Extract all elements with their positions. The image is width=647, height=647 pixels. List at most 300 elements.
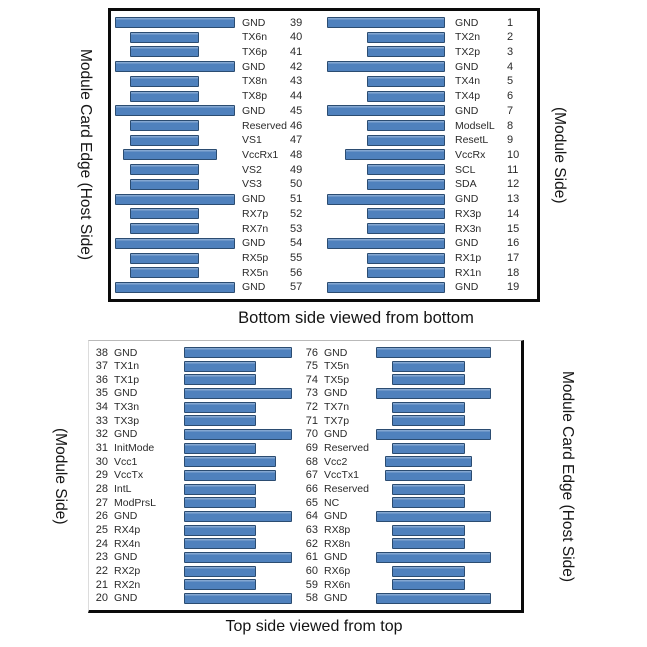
pin-bar (327, 238, 445, 249)
pin-number: 53 (290, 222, 303, 235)
pin-row (115, 281, 311, 294)
pin-bar-area (376, 593, 491, 604)
pin-bar (130, 267, 199, 278)
pin-label: GND (324, 428, 348, 441)
pin-row (304, 551, 520, 564)
pin-label: GND (114, 510, 138, 523)
pin-label: GND (114, 592, 138, 605)
pin-row (327, 60, 527, 73)
pin-row (304, 428, 520, 441)
pin-number: 3 (507, 45, 514, 58)
pin-bar-area (115, 253, 235, 264)
pin-bar-area (327, 105, 445, 116)
pin-number: 57 (290, 281, 303, 294)
pin-number: 34 (95, 401, 108, 414)
pin-label: GND (242, 237, 266, 250)
pin-label: GND (324, 551, 348, 564)
pin-row (94, 346, 294, 359)
pin-row (115, 119, 311, 132)
pin-bar (367, 164, 445, 175)
pin-number: 31 (95, 442, 108, 455)
pin-bar-area (376, 566, 465, 577)
pin-bar (392, 566, 465, 577)
pin-number: 20 (95, 592, 108, 605)
pin-label: GND (114, 387, 138, 400)
pin-bar-area (184, 538, 256, 549)
pin-bar-area (376, 415, 465, 426)
pin-label: GND (455, 60, 479, 73)
pin-bar (367, 120, 445, 131)
pin-number: 58 (305, 592, 318, 605)
pin-bar-area (115, 223, 235, 234)
pin-number: 37 (95, 360, 108, 373)
pin-number: 24 (95, 537, 108, 550)
pin-number: 28 (95, 483, 108, 496)
pin-number: 30 (95, 455, 108, 468)
pin-row (327, 148, 527, 161)
pin-row (327, 75, 527, 88)
pin-bar-area (327, 223, 445, 234)
pin-row (115, 104, 311, 117)
pin-row (115, 16, 311, 29)
pin-label: TX3n (114, 401, 140, 414)
pin-number: 48 (290, 148, 303, 161)
pin-number: 2 (507, 31, 514, 44)
pin-bar (184, 552, 292, 563)
pin-label: RX6n (324, 578, 351, 591)
pin-bar (392, 402, 465, 413)
pin-number: 12 (507, 178, 520, 191)
pin-bar-area (376, 347, 491, 358)
pin-row (94, 565, 294, 578)
pin-bar-area (376, 525, 465, 536)
pin-bar-area (376, 552, 491, 563)
pin-number: 13 (507, 193, 520, 206)
pin-bar (392, 525, 465, 536)
pin-bar-area (115, 17, 235, 28)
pin-bar (184, 497, 256, 508)
pin-bar-area (327, 120, 445, 131)
pin-bar (392, 579, 465, 590)
pin-label: NC (324, 496, 340, 509)
pin-bar-area (184, 443, 256, 454)
pin-row (327, 31, 527, 44)
pin-bar-area (184, 484, 256, 495)
pin-number: 76 (305, 346, 318, 359)
pin-label: RX6p (324, 565, 351, 577)
pin-row (304, 578, 520, 591)
pin-number: 55 (290, 252, 303, 264)
pin-bar-area (115, 76, 235, 87)
pin-bar (392, 497, 465, 508)
pin-bar-area (115, 105, 235, 116)
pin-bar (123, 149, 217, 160)
pin-bar (392, 538, 465, 549)
pin-bar-area (327, 91, 445, 102)
pin-label: TX2p (455, 45, 481, 58)
pin-number: 5 (507, 75, 514, 88)
pin-label: GND (455, 281, 479, 294)
pin-row (94, 537, 294, 550)
pin-bar (327, 282, 445, 293)
pin-number: 60 (305, 565, 318, 577)
pin-bar-area (376, 456, 472, 467)
pin-label: GND (455, 104, 479, 117)
pin-bar (184, 525, 256, 536)
pin-row (304, 360, 520, 373)
pin-label: GND (324, 592, 348, 605)
pin-label: GND (242, 104, 266, 117)
pin-number: 14 (507, 207, 520, 220)
pin-row (115, 252, 311, 265)
pin-bar-area (184, 470, 276, 481)
pin-row (304, 592, 520, 605)
pin-bar-area (184, 511, 292, 522)
pin-bar-area (376, 361, 465, 372)
pin-bar (130, 32, 199, 43)
pin-row (115, 266, 311, 279)
pin-bar (367, 253, 445, 264)
pin-number: 26 (95, 510, 108, 523)
pin-bar (184, 470, 276, 481)
pin-number: 32 (95, 428, 108, 441)
pin-label: RX1p (455, 252, 482, 264)
pin-bar-area (115, 61, 235, 72)
pin-bar-area (184, 429, 292, 440)
pin-label: TX1p (114, 373, 140, 386)
pin-row (327, 134, 527, 147)
pin-number: 18 (507, 266, 520, 279)
pin-bar (367, 46, 445, 57)
pin-number: 1 (507, 16, 514, 29)
pin-label: ModPrsL (114, 496, 157, 509)
pin-bar-area (376, 511, 491, 522)
pin-bar-area (327, 17, 445, 28)
pin-row (327, 163, 527, 176)
pin-number: 50 (290, 178, 303, 191)
pin-number: 21 (95, 578, 108, 591)
pin-bar-area (327, 46, 445, 57)
pin-label: Reserved (324, 483, 369, 496)
side-label-module-side-bottom: (Module Side) (52, 428, 69, 525)
pin-row (327, 281, 527, 294)
pin-number: 7 (507, 104, 514, 117)
pin-bar-area (115, 32, 235, 43)
pin-label: GND (455, 16, 479, 29)
pin-number: 52 (290, 207, 303, 220)
pin-number: 41 (290, 45, 303, 58)
pin-number: 36 (95, 373, 108, 386)
pin-bar-area (115, 120, 235, 131)
pin-row (115, 134, 311, 147)
pin-row (327, 193, 527, 206)
pin-bar-area (184, 347, 292, 358)
pin-bar-area (327, 76, 445, 87)
pin-label: TX5p (324, 373, 350, 386)
pin-number: 59 (305, 578, 318, 591)
pin-row (304, 524, 520, 537)
pin-row (304, 469, 520, 482)
pin-row (115, 90, 311, 103)
pin-row (115, 237, 311, 250)
pin-row (304, 387, 520, 400)
pin-row (94, 387, 294, 400)
pin-row (304, 455, 520, 468)
pin-label: TX4p (455, 90, 481, 103)
pin-bar (130, 164, 199, 175)
pin-label: VS2 (242, 163, 262, 176)
pin-bar (327, 17, 445, 28)
top-side-pin-panel (88, 340, 524, 613)
pin-bar-area (115, 282, 235, 293)
pin-label: VccTx (114, 469, 144, 482)
pin-number: 8 (507, 119, 514, 132)
pin-bar (367, 76, 445, 87)
pin-number: 29 (95, 469, 108, 482)
pin-bar (376, 511, 491, 522)
pin-bar (392, 374, 465, 385)
pin-bar-area (115, 267, 235, 278)
pin-number: 47 (290, 134, 303, 147)
pin-bar (184, 429, 292, 440)
pin-bar (367, 135, 445, 146)
pin-number: 19 (507, 281, 520, 294)
pin-row (327, 90, 527, 103)
pin-label: RX7n (242, 222, 269, 235)
pin-row (304, 346, 520, 359)
pin-number: 54 (290, 237, 303, 250)
pin-bar (376, 552, 491, 563)
pin-label: TX6p (242, 45, 268, 58)
pin-bar-area (327, 194, 445, 205)
pin-row (94, 428, 294, 441)
pin-number: 27 (95, 496, 108, 509)
pin-bar-area (184, 388, 292, 399)
pin-row (94, 551, 294, 564)
pin-label: RX1n (455, 266, 482, 279)
pin-row (327, 266, 527, 279)
pin-label: RX5p (242, 252, 269, 264)
pin-row (94, 592, 294, 605)
pin-bar (184, 374, 256, 385)
pin-label: TX6n (242, 31, 268, 44)
pin-number: 46 (290, 119, 303, 132)
pin-label: TX1n (114, 360, 140, 373)
pin-row (327, 119, 527, 132)
pin-number: 9 (507, 134, 514, 147)
pin-number: 15 (507, 222, 520, 235)
pin-bar-area (327, 135, 445, 146)
pin-bar (367, 267, 445, 278)
pin-bar (376, 429, 491, 440)
pin-row (94, 442, 294, 455)
pin-label: GND (242, 16, 266, 29)
pin-number: 75 (305, 360, 318, 373)
pin-number: 69 (305, 442, 318, 455)
pin-bar-area (327, 267, 445, 278)
pin-row (94, 483, 294, 496)
pin-bar-area (115, 194, 235, 205)
pin-number: 65 (305, 496, 318, 509)
pin-label: InitMode (114, 442, 155, 455)
pin-row (327, 237, 527, 250)
pin-bar-area (184, 525, 256, 536)
pin-row (94, 373, 294, 386)
pin-bar (130, 120, 199, 131)
pin-number: 42 (290, 60, 303, 73)
pin-label: TX3p (114, 414, 140, 427)
pin-bar-area (327, 208, 445, 219)
pin-bar-area (327, 164, 445, 175)
pin-bar-area (184, 361, 256, 372)
pin-bar-area (327, 282, 445, 293)
pin-number: 67 (305, 469, 318, 482)
caption-top-side-view: Top side viewed from top (225, 618, 403, 635)
pin-bar-area (184, 374, 256, 385)
pin-label: GND (114, 346, 138, 359)
pin-row (304, 565, 520, 578)
pin-row (327, 252, 527, 265)
pin-label: SDA (455, 178, 477, 191)
pin-number: 10 (507, 148, 520, 161)
pin-bar-area (376, 470, 472, 481)
pin-row (115, 207, 311, 220)
side-label-host-side-top: Module Card Edge (Host Side) (77, 49, 94, 261)
pin-row (115, 60, 311, 73)
pin-bar (184, 347, 292, 358)
pin-row (327, 207, 527, 220)
pin-label: VS3 (242, 178, 262, 191)
pin-bar-area (376, 429, 491, 440)
pin-bar (184, 388, 292, 399)
pin-bar (130, 223, 199, 234)
pin-bar-area (184, 402, 256, 413)
pin-row (327, 16, 527, 29)
pin-bar-area (327, 238, 445, 249)
pin-label: RX2n (114, 578, 141, 591)
pin-column-1-19 (327, 16, 527, 294)
pin-bar-area (327, 32, 445, 43)
pin-row (304, 373, 520, 386)
pin-bar (184, 566, 256, 577)
pin-row (304, 483, 520, 496)
pin-bar (184, 511, 292, 522)
pin-label: RX5n (242, 266, 269, 279)
pin-bar (385, 470, 472, 481)
pin-label: VccRx1 (242, 148, 279, 161)
pin-number: 70 (305, 428, 318, 441)
pin-row (327, 222, 527, 235)
pin-bar (184, 415, 256, 426)
pin-label: GND (242, 60, 266, 73)
pin-bar (184, 593, 292, 604)
pin-row (94, 496, 294, 509)
pin-row (304, 537, 520, 550)
pin-label: RX3p (455, 207, 482, 220)
side-label-module-side-top: (Module Side) (551, 106, 568, 204)
pin-number: 45 (290, 104, 303, 117)
pin-number: 4 (507, 60, 514, 73)
pin-label: RX7p (242, 207, 269, 220)
pin-column-76-58 (304, 346, 520, 605)
pin-label: GND (114, 551, 138, 564)
pin-bar-area (376, 484, 465, 495)
pin-bar (130, 208, 199, 219)
pin-label: RX4p (114, 524, 141, 537)
pin-bar (115, 61, 235, 72)
pin-label: GND (242, 193, 266, 206)
pin-bar (184, 456, 276, 467)
pin-bar-area (376, 388, 491, 399)
pin-label: Reserved (242, 119, 287, 132)
pin-bar-area (115, 149, 235, 160)
side-label-host-side-bottom: Module Card Edge (Host Side) (559, 370, 576, 583)
pin-number: 33 (95, 414, 108, 427)
pin-row (94, 510, 294, 523)
pin-bar (392, 361, 465, 372)
pin-row (115, 163, 311, 176)
pin-row (115, 222, 311, 235)
pin-number: 38 (95, 346, 108, 359)
pin-bar-area (184, 566, 256, 577)
pin-bar (367, 208, 445, 219)
pin-label: RX4n (114, 537, 141, 550)
pin-label: Reserved (324, 442, 369, 455)
pin-bar (392, 484, 465, 495)
pin-label: GND (455, 193, 479, 206)
pin-number: 68 (305, 455, 318, 468)
pin-row (94, 455, 294, 468)
pin-number: 72 (305, 401, 318, 414)
pin-number: 39 (290, 16, 303, 29)
pin-bar (115, 238, 235, 249)
pin-bar-area (327, 179, 445, 190)
pin-number: 11 (507, 163, 519, 176)
pin-number: 64 (305, 510, 318, 523)
pin-row (304, 510, 520, 523)
pin-number: 74 (305, 373, 318, 386)
pin-label: GND (114, 428, 138, 441)
pin-number: 40 (290, 31, 303, 44)
pin-label: GND (324, 510, 348, 523)
pin-row (304, 442, 520, 455)
pin-number: 35 (95, 387, 108, 400)
pin-bar (184, 361, 256, 372)
pin-bar (115, 194, 235, 205)
pin-label: TX7n (324, 401, 350, 414)
pin-row (94, 401, 294, 414)
pin-label: RX8p (324, 524, 351, 537)
pin-bar-area (115, 179, 235, 190)
pin-number: 16 (507, 237, 520, 250)
pin-number: 62 (305, 537, 318, 550)
pin-label: TX8p (242, 90, 268, 103)
pin-bar (115, 282, 235, 293)
pin-row (327, 104, 527, 117)
pin-row (94, 469, 294, 482)
pin-label: ResetL (455, 134, 489, 147)
pin-bar-area (115, 208, 235, 219)
pin-bar (376, 388, 491, 399)
pin-label: TX7p (324, 414, 350, 427)
pin-bar-area (376, 402, 465, 413)
pin-bar-area (184, 579, 256, 590)
pin-bar (130, 91, 199, 102)
pin-bar-area (184, 497, 256, 508)
pin-bar (130, 253, 199, 264)
pin-row (94, 414, 294, 427)
pin-bar (184, 443, 256, 454)
